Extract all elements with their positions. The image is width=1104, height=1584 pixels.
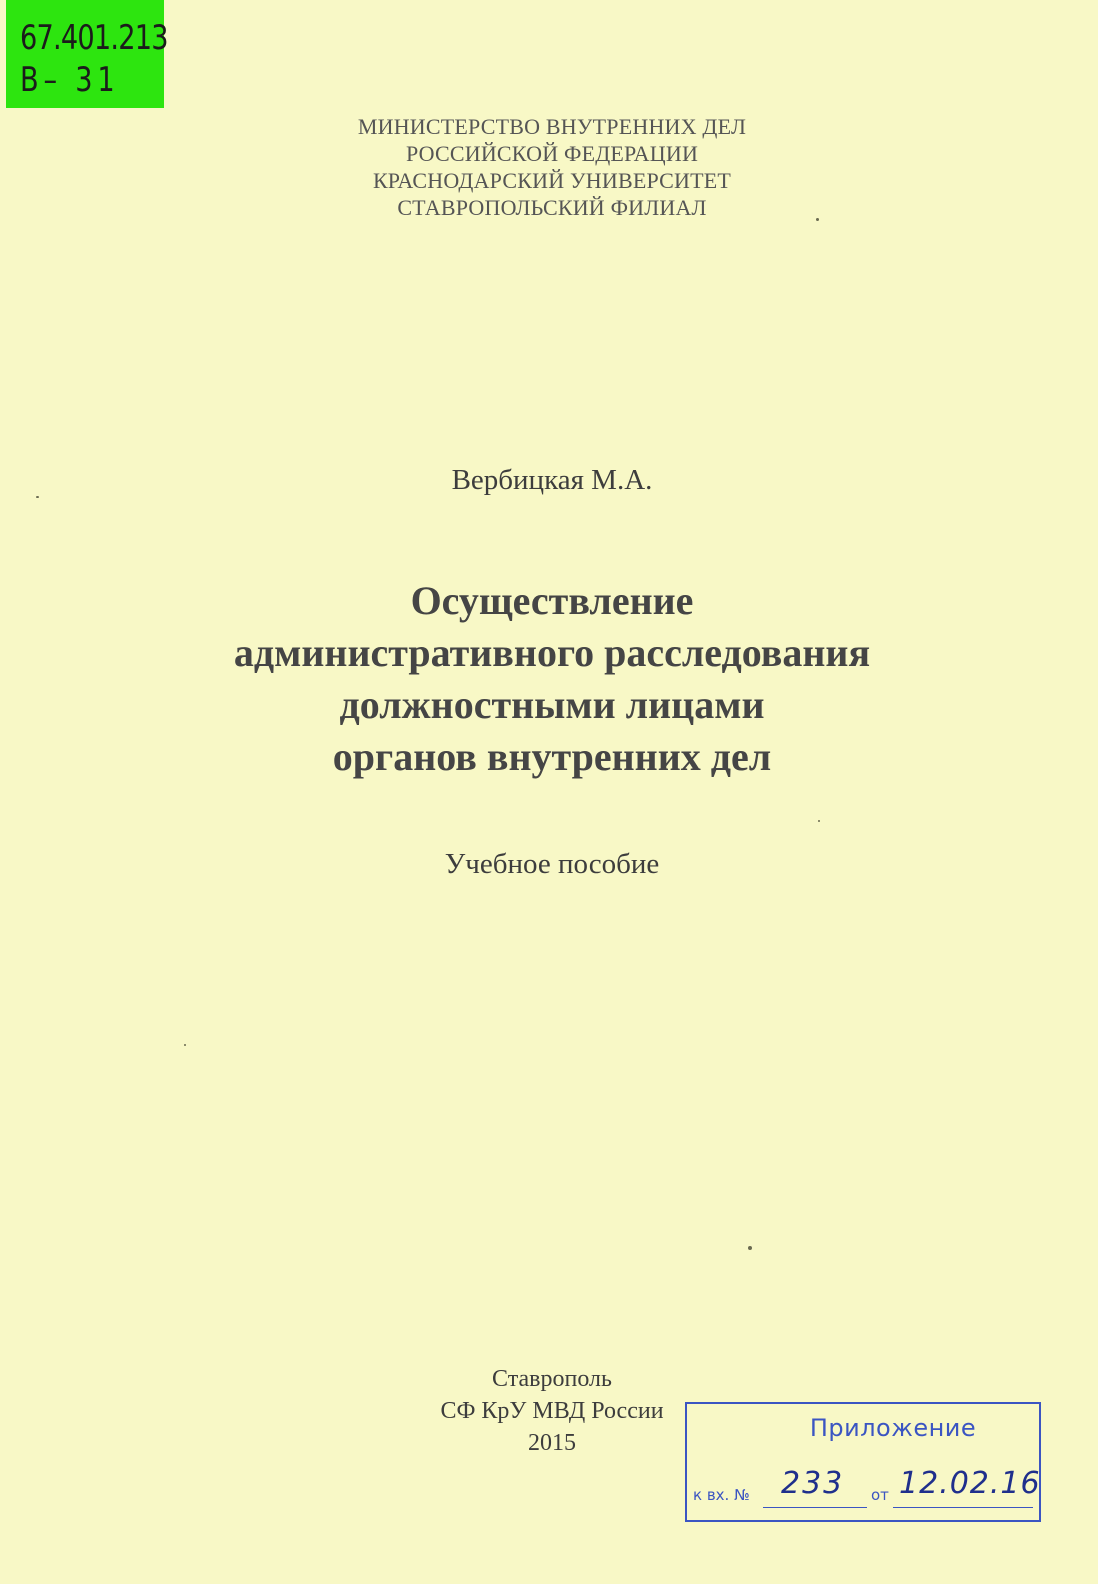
document-type: Учебное пособие (444, 848, 660, 880)
registration-stamp (685, 1402, 1041, 1522)
header-line-university: КРАСНОДАРСКИЙ УНИВЕРСИТЕТ (372, 168, 732, 193)
imprint-city: Ставрополь (492, 1366, 612, 1392)
library-classification-sticker (6, 0, 168, 108)
sticker-code: 67.401.213 (20, 18, 168, 58)
imprint-year: 2015 (528, 1430, 576, 1456)
stamp-incoming-number: 233 (781, 1466, 845, 1501)
scan-speck (748, 1246, 752, 1250)
scan-speck (818, 820, 820, 822)
stamp-incoming-label: к вх. № (693, 1486, 750, 1504)
page-edge (1098, 0, 1104, 1584)
stamp-date-underline (893, 1506, 1033, 1508)
scan-speck (816, 218, 819, 221)
institution-header (0, 113, 1104, 221)
author-name: Вербицкая М.А. (451, 464, 653, 496)
title-line-1: Осуществление (410, 578, 694, 623)
imprint-publisher: СФ КрУ МВД России (440, 1398, 664, 1424)
title-line-3: должностными лицами (339, 682, 765, 727)
sticker-author-mark: В– 31 (20, 60, 120, 100)
stamp-number-underline (763, 1506, 867, 1508)
stamp-from-label: от (871, 1486, 889, 1504)
stamp-title: Приложение (809, 1414, 977, 1442)
header-line-federation: РОССИЙСКОЙ ФЕДЕРАЦИИ (405, 141, 699, 166)
stamp-date: 12.02.16 (899, 1466, 1041, 1501)
title-line-2: административного расследования (233, 630, 871, 675)
header-line-ministry: МИНИСТЕРСТВО ВНУТРЕННИХ ДЕЛ (357, 114, 747, 139)
scan-speck (36, 496, 39, 498)
scan-speck (184, 1044, 186, 1046)
stamp-registration-row (693, 1466, 1041, 1512)
document-title (0, 575, 1104, 783)
header-line-branch: СТАВРОПОЛЬСКИЙ ФИЛИАЛ (397, 195, 707, 220)
title-line-4: органов внутренних дел (332, 734, 772, 779)
